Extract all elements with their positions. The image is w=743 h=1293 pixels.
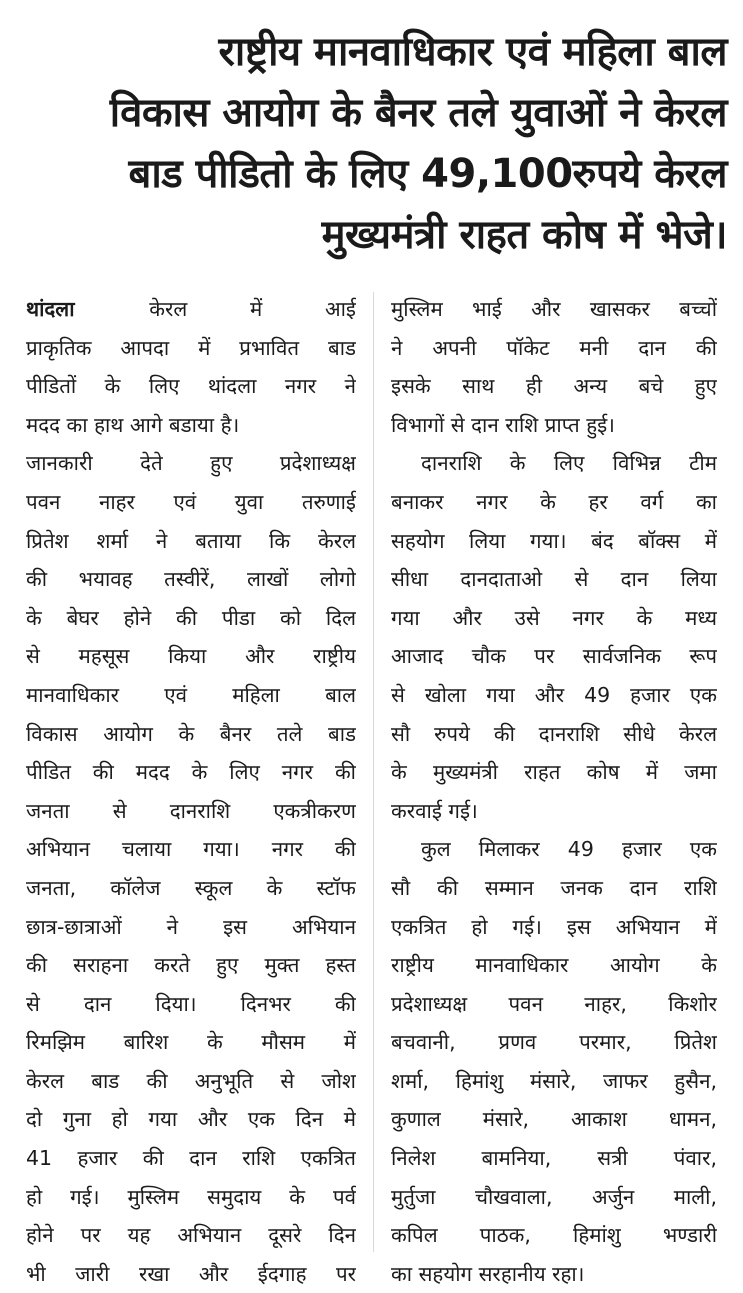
article-line: प्रदेशाध्यक्ष पवन नाहर, किशोर	[391, 991, 717, 1016]
article-line: 41 हजार की दान राशि एकत्रित	[26, 1146, 356, 1171]
article-line: हो गई। मुस्लिम समुदाय के पर्व	[26, 1184, 356, 1209]
article-line: विकास आयोग के बैनर तले बाड	[26, 721, 356, 746]
article-line: ने अपनी पॉकेट मनी दान की	[391, 335, 717, 360]
article-line: पीडित की मदद के लिए नगर की	[26, 760, 356, 785]
article-line: सीधा दानदाताओ से दान लिया	[391, 567, 717, 592]
article-line: का सहयोग सरहानीय रहा।	[391, 1261, 585, 1286]
article-line: कुल मिलाकर 49 हजार एक	[421, 837, 717, 862]
headline-line-1: राष्ट्रीय मानवाधिकार एवं महिला बाल	[218, 29, 727, 75]
article-line: इसके साथ ही अन्य बचे हुए	[391, 374, 717, 399]
article-line: विभागों से दान राशि प्राप्त हुई।	[391, 412, 615, 437]
article-line: रिमझिम बारिश के मौसम में	[26, 1030, 356, 1055]
article-line: से महसूस किया और राष्ट्रीय	[26, 644, 356, 669]
article-line: दो गुना हो गया और एक दिन मे	[26, 1107, 356, 1132]
article-line: मानवाधिकार एवं महिला बाल	[26, 682, 356, 707]
article-line: बनाकर नगर के हर वर्ग का	[391, 489, 717, 514]
article-line: सौ रुपये की दानराशि सीधे केरल	[391, 721, 717, 746]
article-line: जनता, कॉलेज स्कूल के स्टॉफ	[26, 875, 356, 900]
headline-line-3: बाड पीडितो के लिए 49,100रुपये केरल	[128, 151, 727, 197]
article-line: जनता से दानराशि एकत्रीकरण	[26, 798, 356, 823]
article-line: एकत्रित हो गई। इस अभियान में	[391, 914, 717, 939]
article-line: गया और उसे नगर के मध्य	[391, 605, 717, 630]
article-line: के बेघर होने की पीडा को दिल	[26, 605, 356, 630]
headline	[10, 22, 727, 266]
article-line: दानराशि के लिए विभिन्न टीम	[421, 451, 717, 476]
article-line: राष्ट्रीय मानवाधिकार आयोग के	[391, 953, 717, 978]
article-line: कुणाल मंसारे, आकाश धामन,	[391, 1107, 717, 1132]
article-line: शर्मा, हिमांशु मंसारे, जाफर हुसैन,	[391, 1068, 717, 1093]
article-line: होने पर यह अभियान दूसरे दिन	[26, 1223, 356, 1248]
headline-line-4: मुख्यमंत्री राहत कोष में भेजे।	[321, 212, 727, 258]
article-line: से दान दिया। दिनभर की	[26, 991, 356, 1016]
article-line: की सराहना करते हुए मुक्त हस्त	[26, 953, 356, 978]
article-line: के मुख्यमंत्री राहत कोष में जमा	[391, 760, 717, 785]
article-line: पवन नाहर एवं युवा तरुणाई	[26, 489, 356, 514]
article-line: प्राकृतिक आपदा में प्रभावित बाड	[26, 335, 356, 360]
headline-line-2: विकास आयोग के बैनर तले युवाओं ने केरल	[109, 90, 727, 136]
article-line: की भयावह तस्वीरें, लाखों लोगो	[26, 567, 356, 592]
article-line: सहयोग लिया गया। बंद बॉक्स में	[391, 528, 717, 553]
column-divider	[373, 292, 374, 1252]
article-column-right	[391, 290, 717, 1293]
article-line: छात्र-छात्राओं ने इस अभियान	[26, 914, 356, 939]
article-line: कपिल पाठक, हिमांशु भण्डारी	[391, 1223, 717, 1248]
article-line: आजाद चौक पर सार्वजनिक रूप	[391, 644, 717, 669]
first-line-text: केरल में आई	[149, 297, 356, 321]
article-line: मुस्लिम भाई और खासकर बच्चों	[391, 297, 717, 321]
article-line: केरल बाड की अनुभूति से जोश	[26, 1068, 356, 1093]
dateline: थांदला	[26, 297, 75, 321]
article-line: अभियान चलाया गया। नगर की	[26, 837, 356, 862]
article-line: भी जारी रखा और ईदगाह पर	[26, 1261, 356, 1286]
article-line: पीडितों के लिए थांदला नगर ने	[26, 374, 356, 399]
article-column-left	[26, 290, 356, 1293]
article-line: मुर्तुजा चौखवाला, अर्जुन माली,	[391, 1184, 717, 1209]
article-line: प्रितेश शर्मा ने बताया कि केरल	[26, 528, 356, 553]
article-line: से खोला गया और 49 हजार एक	[391, 682, 717, 707]
article-line: बचवानी, प्रणव परमार, प्रितेश	[391, 1030, 717, 1055]
article-line: जानकारी देते हुए प्रदेशाध्यक्ष	[26, 451, 356, 476]
article-line: मदद का हाथ आगे बडाया है।	[26, 412, 240, 437]
article-line: करवाई गई।	[391, 798, 478, 823]
article-first-line	[26, 290, 356, 329]
article-line: सौ की सम्मान जनक दान राशि	[391, 875, 717, 900]
article-line: निलेश बामनिया, सत्री पंवार,	[391, 1146, 717, 1171]
